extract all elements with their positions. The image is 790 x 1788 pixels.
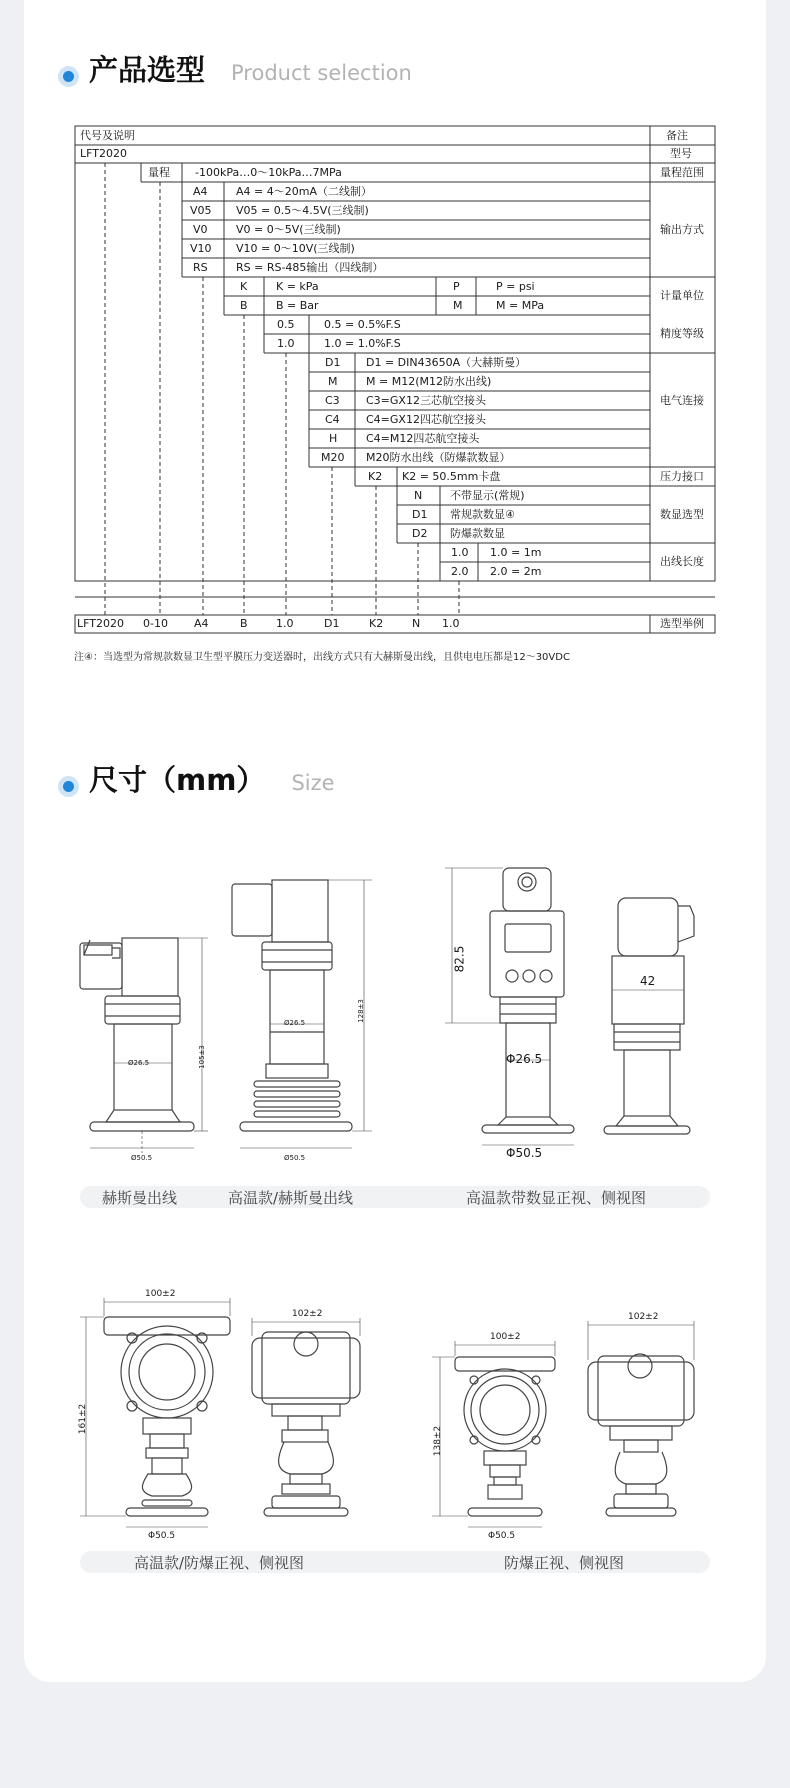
conn-code-c3: C3 [325,394,340,407]
example-accuracy: 1.0 [276,617,294,630]
note-port: 压力接口 [660,470,704,483]
drawing-explosion-front [432,1341,555,1527]
example-unit: B [240,617,248,630]
caption-high-temp-hirschmann: 高温款/赫斯曼出线 [228,1189,354,1207]
note-model: 型号 [670,147,692,160]
display-code-n: N [414,489,423,502]
note-range: 量程范围 [660,166,704,179]
example-port: K2 [369,617,384,630]
output-code-a4: A4 [193,185,208,198]
unit-desc-b: B = Bar [276,299,319,312]
note-output: 输出方式 [660,223,704,236]
cable-desc-2: 2.0 = 2m [490,565,542,578]
table-header-right: 备注 [666,129,688,142]
note-accuracy: 精度等级 [660,327,704,340]
d2-base: Ø50.5 [284,1154,306,1162]
d4-base: Φ50.5 [148,1531,176,1541]
section-subtitle: Size [291,771,335,795]
output-desc-rs: RS = RS-485输出（四线制） [236,261,384,274]
display-desc-d2: 防爆款数显 [450,527,505,540]
accuracy-code-05: 0.5 [277,318,295,331]
display-code-d1: D1 [412,508,428,521]
cable-code-2: 2.0 [451,565,469,578]
note-connection: 电气连接 [660,394,704,407]
d1-diameter: Ø26.5 [128,1059,150,1067]
output-code-rs: RS [193,261,208,274]
note-cable: 出线长度 [660,555,704,568]
conn-desc-h: C4=M12四芯航空接头 [366,432,480,445]
d4-side-width: 102±2 [292,1309,323,1319]
d5-height: 138±2 [433,1425,444,1457]
port-code-k2: K2 [368,470,383,483]
output-code-v05: V05 [190,204,212,217]
display-code-d2: D2 [412,527,428,540]
d4-height: 161±2 [78,1403,89,1435]
accuracy-desc-05: 0.5 = 0.5%F.S [324,318,401,331]
range-desc: -100kPa…0～10kPa…7MPa [195,166,342,179]
d3-diameter: Φ26.5 [506,1052,543,1066]
accuracy-desc-10: 1.0 = 1.0%F.S [324,337,401,350]
unit-code-p: P [453,280,460,293]
conn-code-h: H [329,432,338,445]
conn-desc-c4: C4=GX12四芯航空接头 [366,413,486,426]
conn-code-m20: M20 [321,451,345,464]
note-example: 选型举例 [660,617,704,630]
example-connection: D1 [324,617,340,630]
range-code: 量程 [148,166,170,179]
d2-height: 128±3 [356,999,365,1023]
section-title: 尺寸（mm） [89,763,266,797]
d3-base: Φ50.5 [506,1146,543,1160]
drawing-explosion-high-temp-side [252,1318,360,1516]
output-desc-v10: V10 = 0～10V(三线制) [236,242,355,255]
footnote: 注④：当选型为常规款数显卫生型平膜压力变送器时，出线方式只有大赫斯曼出线，且供电电压都是12～30VDC [74,652,570,663]
example-range: 0-10 [143,617,168,630]
d2-diameter: Ø26.5 [284,1019,306,1027]
section-subtitle: Product selection [231,61,412,85]
d5-width: 100±2 [490,1332,521,1342]
caption-explosion-high-temp: 高温款/防爆正视、侧视图 [134,1554,305,1572]
conn-code-c4: C4 [325,413,340,426]
d4-width: 100±2 [145,1289,176,1299]
example-model: LFT2020 [77,617,124,630]
conn-desc-c3: C3=GX12三芯航空接头 [366,394,486,407]
cable-desc-1: 1.0 = 1m [490,546,542,559]
d5-side-width: 102±2 [628,1312,659,1322]
conn-code-m: M [328,375,338,388]
output-desc-v05: V05 = 0.5～4.5V(三线制) [236,204,369,217]
drawing-explosion-side [588,1321,694,1516]
accuracy-code-10: 1.0 [277,337,295,350]
conn-desc-d1: D1 = DIN43650A（大赫斯曼） [366,356,527,369]
example-output: A4 [194,617,209,630]
display-desc-d1: 常规款数显④ [450,508,515,521]
conn-desc-m: M = M12(M12防水出线) [366,375,492,388]
port-desc-k2: K2 = 50.5mm卡盘 [402,470,501,483]
output-desc-a4: A4 = 4～20mA（二线制） [236,185,372,198]
d3-height: 82.5 [452,945,467,973]
table-header-left: 代号及说明 [80,129,135,142]
conn-desc-m20: M20防水出线（防爆款数显） [366,451,511,464]
example-cable: 1.0 [442,617,460,630]
output-desc-v0: V0 = 0～5V(三线制) [236,223,341,236]
d3-depth: 42 [640,974,656,988]
unit-code-k: K [240,280,248,293]
drawing-explosion-high-temp-front [80,1298,230,1527]
caption-display-views: 高温款带数显正视、侧视图 [466,1189,647,1207]
drawing-display-side [604,898,694,1134]
unit-desc-m: M = MPa [496,299,545,312]
d1-height: 105±3 [197,1045,206,1069]
note-display: 数显选型 [660,508,704,521]
unit-code-b: B [240,299,248,312]
drawing-display-front [445,868,574,1145]
display-desc-n: 不带显示(常规) [450,489,525,502]
d5-base: Φ50.5 [488,1531,516,1541]
unit-desc-k: K = kPa [276,280,319,293]
model-code: LFT2020 [80,147,127,160]
unit-code-m: M [453,299,463,312]
unit-desc-p: P = psi [496,280,535,293]
section-title: 产品选型 [89,53,206,87]
output-code-v10: V10 [190,242,212,255]
drawing-high-temp-hirschmann [232,880,372,1148]
output-code-v0: V0 [193,223,208,236]
caption-explosion: 防爆正视、侧视图 [504,1554,625,1572]
example-display: N [412,617,421,630]
d1-base: Ø50.5 [131,1154,153,1162]
drawing-hirschmann [80,938,208,1153]
conn-code-d1: D1 [325,356,341,369]
note-unit: 计量单位 [660,289,704,302]
cable-code-1: 1.0 [451,546,469,559]
caption-hirschmann: 赫斯曼出线 [102,1189,178,1207]
